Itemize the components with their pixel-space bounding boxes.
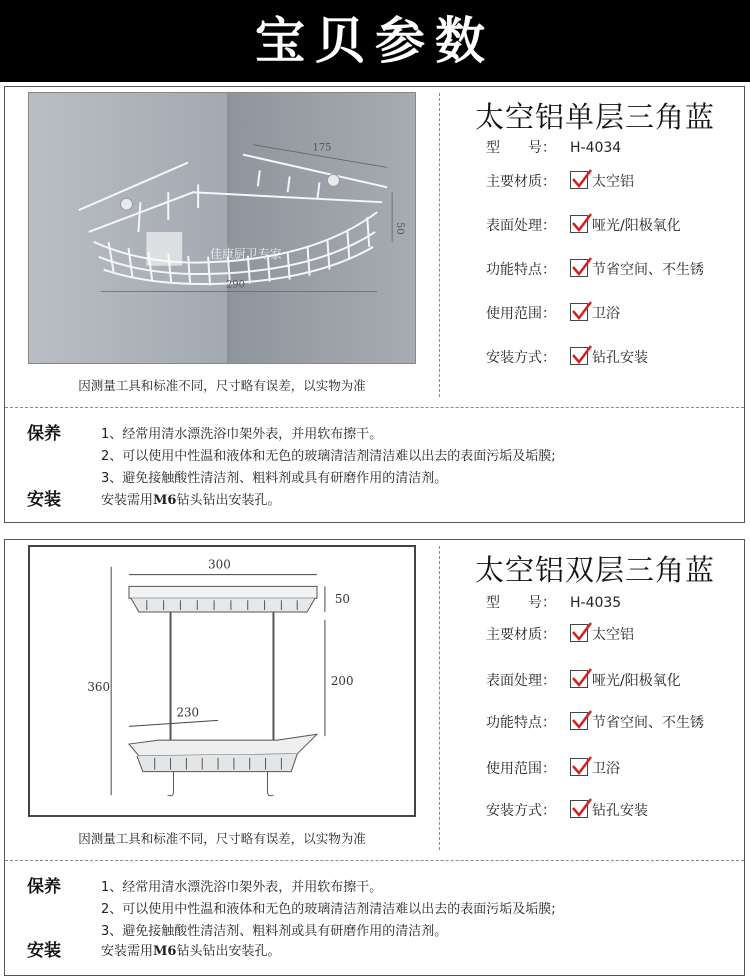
install-title: 安装 [27,490,61,510]
spec-value: 哑光/阳极氧化 [592,673,681,689]
spec-value: H-4035 [570,595,622,611]
spec-model [486,137,621,159]
spec-label: 型 号： [486,595,556,611]
checkmark-icon [570,303,588,321]
spec-value: 卫浴 [592,306,620,322]
dim-lower-label: 230 [176,705,200,720]
spec-model [486,592,621,614]
checkmark-icon [570,171,588,189]
spec-value: 哑光/阳极氧化 [592,218,681,234]
spec-value: 太空铝 [592,627,634,643]
measure-note: 因测量工具和标准不同，尺寸略有误差，以实物为准 [78,378,366,393]
spec-label: 功能特点： [486,715,556,731]
vertical-divider [439,93,440,397]
horizontal-divider [5,407,744,408]
spec-install [486,347,648,369]
install-text: 安装需用M6钻头钻出安装孔。 [101,944,281,959]
install-title: 安装 [27,941,61,961]
spec-value: 节省空间、不生锈 [592,715,704,731]
care-line: 1、经常用清水漂洗浴巾架外表，并用软布擦干。 [101,427,383,442]
care-title: 保养 [27,877,61,897]
spec-label: 安装方式： [486,803,556,819]
spec-label: 型 号： [486,140,556,156]
spec-usage [486,303,620,325]
checkmark-icon [570,259,588,277]
drill-size: M6 [153,493,177,508]
spec-label: 使用范围： [486,761,556,777]
dim-side-label: 50 [394,222,406,235]
spec-finish [486,670,681,692]
header-title: 宝贝参数 [255,12,495,70]
spec-install [486,800,648,822]
horizontal-divider [5,860,744,861]
dim-height-label: 360 [87,679,111,694]
product-photo-single [28,92,416,364]
checkmark-icon [570,712,588,730]
care-line: 2、可以使用中性温和液体和无色的玻璃清洁剂清洁难以出去的表面污垢及垢膜; [101,449,556,464]
dim-bottom-label: 290 [225,279,245,291]
watermark-text: 佳康厨卫专家 [210,246,282,261]
measure-note: 因测量工具和标准不同，尺寸略有误差，以实物为准 [78,831,366,846]
dim-width-label: 300 [208,557,231,572]
care-line: 1、经常用清水漂洗浴巾架外表，并用软布擦干。 [101,880,383,895]
product-title: 太空铝双层三角蓝 [474,553,715,587]
spec-finish [486,215,681,237]
drill-size: M6 [153,944,177,959]
care-line: 3、避免接触酸性清洁剂、粗料剂或具有研磨作用的清洁剂。 [101,924,448,939]
vertical-divider [439,546,440,850]
spec-label: 安装方式： [486,350,556,366]
dim-depth-label: 50 [334,592,350,607]
spec-features [486,712,704,734]
care-title: 保养 [27,424,61,444]
care-line: 2、可以使用中性温和液体和无色的玻璃清洁剂清洁难以出去的表面污垢及垢膜; [101,902,556,917]
spec-features [486,259,704,281]
spec-material [486,171,634,193]
dim-spacing-label: 200 [330,673,354,688]
spec-material [486,624,634,646]
spec-value: 钻孔安装 [592,350,648,366]
page-header [0,0,750,82]
checkmark-icon [570,670,588,688]
spec-label: 主要材质： [486,627,556,643]
spec-usage [486,758,620,780]
care-line: 3、避免接触酸性清洁剂、粗料剂或具有研磨作用的清洁剂。 [101,471,448,486]
checkmark-icon [570,215,588,233]
checkmark-icon [570,758,588,776]
spec-value: 卫浴 [592,761,620,777]
product-card-double [4,539,745,976]
checkmark-icon [570,800,588,818]
spec-label: 主要材质： [486,174,556,190]
spec-label: 功能特点： [486,262,556,278]
spec-value: 节省空间、不生锈 [592,262,704,278]
product-diagram-double [28,545,416,817]
spec-label: 使用范围： [486,306,556,322]
spec-label: 表面处理： [486,218,556,234]
product-title: 太空铝单层三角蓝 [474,100,715,134]
checkmark-icon [570,624,588,642]
dim-top-label: 175 [312,142,332,154]
spec-value: 太空铝 [592,174,634,190]
install-text: 安装需用M6钻头钻出安装孔。 [101,493,281,508]
spec-value: 钻孔安装 [592,803,648,819]
product-card-single [4,86,745,523]
spec-label: 表面处理： [486,673,556,689]
spec-value: H-4034 [570,140,622,156]
checkmark-icon [570,347,588,365]
